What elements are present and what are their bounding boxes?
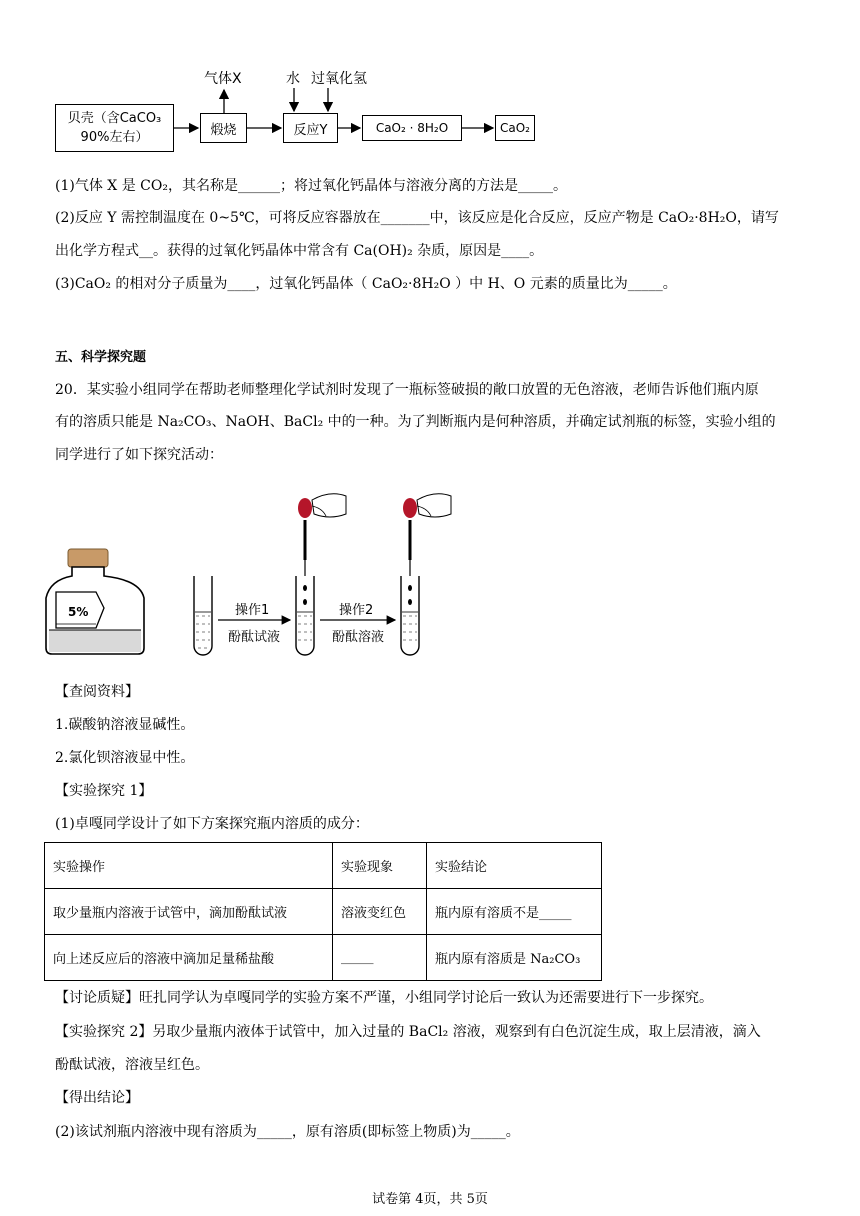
- operation-2-reagent: 酚酞溶液: [332, 630, 385, 645]
- flow-arrows: [0, 0, 860, 160]
- flow-water-label: 水: [286, 71, 300, 87]
- dropper-hand-1: [298, 494, 346, 576]
- flow-box-shell-line1: 贝壳（含CaCO₃: [67, 111, 162, 126]
- q20-intro-line2: 有的溶质只能是 Na₂CO₃、NaOH、BaCl₂ 中的一种。为了判断瓶内是何种溶质，并确定试剂瓶的标签，实验小组的: [55, 414, 776, 430]
- bottle-label: 5%: [68, 605, 89, 619]
- test-tube-3: [401, 576, 419, 655]
- table-cell: 瓶内原有溶质是 Na₂CO₃: [427, 935, 602, 981]
- discussion-text: 【讨论质疑】旺扎同学认为卓嘎同学的实验方案不严谨，小组同学讨论后一致认为还需要进行下一步探究。: [55, 990, 713, 1006]
- experiment-1-desc: (1)卓嘎同学设计了如下方案探究瓶内溶质的成分：: [55, 816, 369, 832]
- reference-title: 【查阅资料】: [55, 684, 139, 700]
- table-header-row: [45, 843, 602, 889]
- table-cell: 瓶内原有溶质不是_____: [427, 889, 602, 935]
- operation-1-label: 操作1: [235, 603, 270, 618]
- reference-item-1: 1.碳酸钠溶液显碱性。: [55, 717, 195, 733]
- table-cell: 向上述反应后的溶液中滴加足量稀盐酸: [45, 935, 333, 981]
- q19-part1: (1)气体 X 是 CO₂，其名称是______；将过氧化钙晶体与溶液分离的方法是_____。: [55, 178, 567, 194]
- flow-box-cao2-label: CaO₂: [500, 121, 530, 135]
- experiment-2-line1: 【实验探究 2】另取少量瓶内液体于试管中，加入过量的 BaCl₂ 溶液，观察到有白色沉淀生成，取上层清液，滴入: [55, 1024, 761, 1040]
- flow-box-shell-line2: 90%左右）: [80, 130, 149, 145]
- q19-part3: (3)CaO₂ 的相对分子质量为____，过氧化钙晶体（ CaO₂·8H₂O ）中 H、O 元素的质量比为_____。: [55, 276, 677, 292]
- experiment-2-line2: 酚酞试液，溶液呈红色。: [55, 1057, 209, 1073]
- operation-2-label: 操作2: [339, 603, 374, 618]
- test-tube-1: [194, 576, 212, 655]
- operation-1-reagent: 酚酞试液: [228, 630, 281, 645]
- dropper-hand-2: [403, 494, 451, 576]
- table-row: [45, 935, 602, 981]
- conclusion-title: 【得出结论】: [55, 1090, 139, 1106]
- table-cell: _____: [333, 935, 427, 981]
- q20-intro-line3: 同学进行了如下探究活动：: [55, 447, 223, 463]
- flow-h2o2-label: 过氧化氢: [311, 71, 367, 87]
- flow-box-calcine-label: 煅烧: [210, 122, 237, 138]
- q19-part2: (2)反应 Y 需控制温度在 0~5℃，可将反应容器放在_______中，该反应是化合反应，反应产物是 CaO₂·8H₂O，请写: [55, 210, 779, 226]
- flow-box-cao2-8h2o-label: CaO₂ · 8H₂O: [375, 121, 449, 135]
- table-header-cell: 实验结论: [427, 843, 602, 889]
- section-title: 五、科学探究题: [55, 350, 147, 365]
- table-header-cell: 实验操作: [45, 843, 333, 889]
- q20-intro-line1: 20．某实验小组同学在帮助老师整理化学试剂时发现了一瓶标签破损的敞口放置的无色溶液，老师告诉他们瓶内原: [55, 382, 759, 398]
- table-cell: 取少量瓶内溶液于试管中，滴加酚酞试液: [45, 889, 333, 935]
- q19-part2-cont: 出化学方程式__。获得的过氧化钙晶体中常含有 Ca(OH)₂ 杂质，原因是____。: [55, 243, 544, 259]
- reagent-bottle: [46, 549, 144, 654]
- experiment-illustration: [0, 480, 860, 660]
- table-row: [45, 889, 602, 935]
- experiment-table: [44, 842, 602, 981]
- table-cell: 溶液变红色: [333, 889, 427, 935]
- experiment-1-title: 【实验探究 1】: [55, 783, 153, 799]
- test-tube-2: [296, 576, 314, 655]
- conclusion-question: (2)该试剂瓶内溶液中现有溶质为_____，原有溶质(即标签上物质)为_____。: [55, 1124, 520, 1140]
- flow-gas-label: 气体X: [204, 71, 242, 87]
- reference-item-2: 2.氯化钡溶液显中性。: [55, 750, 195, 766]
- flow-box-reaction-y-label: 反应Y: [293, 122, 328, 138]
- page-footer: 试卷第 4页，共 5页: [372, 1192, 488, 1207]
- table-header-cell: 实验现象: [333, 843, 427, 889]
